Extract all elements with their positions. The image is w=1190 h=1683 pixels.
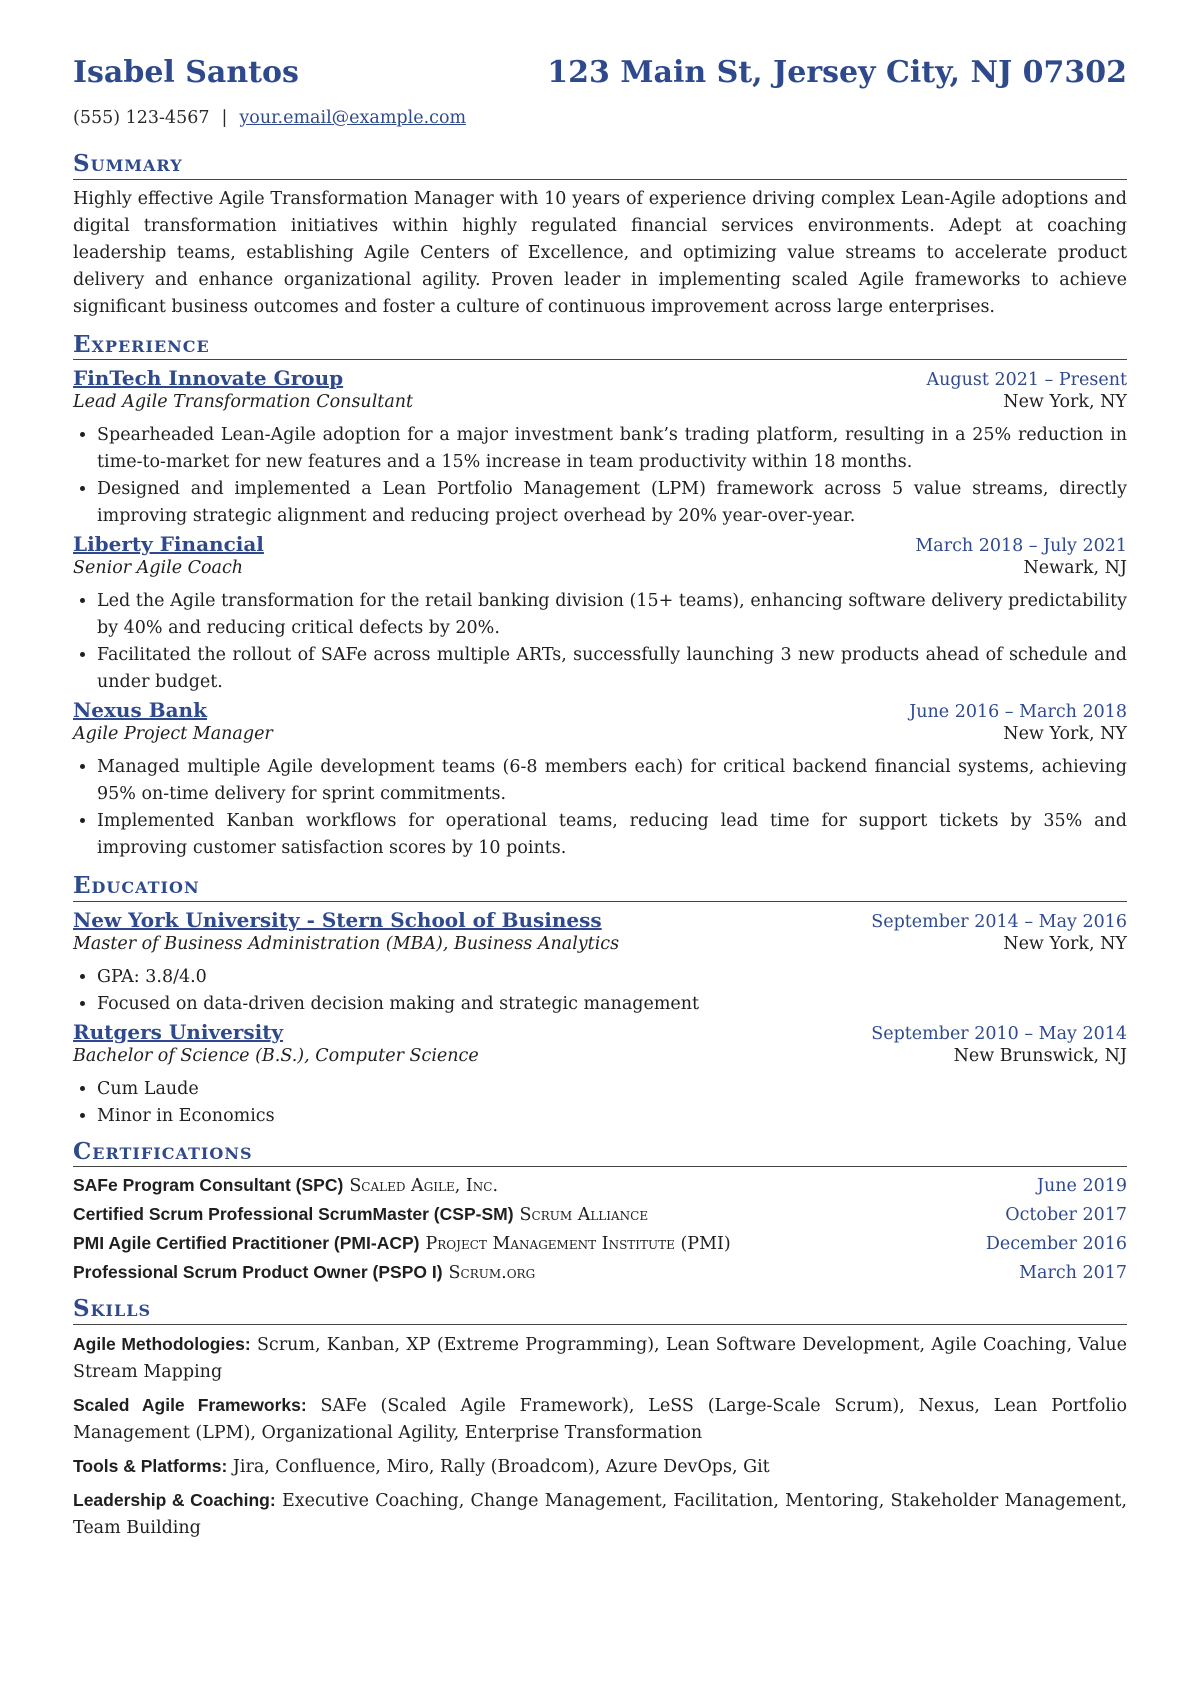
section-title-education: Education bbox=[73, 872, 1127, 902]
section-title-experience: Experience bbox=[73, 331, 1127, 361]
degree: Master of Business Administration (MBA), Business Analytics bbox=[73, 933, 620, 954]
bullet-item: • Implemented Kanban workflows for operational teams, reducing lead time for support tickets by 35% and improving customer satisfaction scores by 10 points. bbox=[97, 808, 1127, 862]
bullet-list bbox=[73, 1076, 1127, 1130]
school-link[interactable]: Rutgers University bbox=[73, 1019, 284, 1044]
email-link[interactable]: your.email@example.com bbox=[239, 108, 467, 128]
experience-entry bbox=[73, 366, 1127, 530]
employer-link[interactable]: Liberty Financial bbox=[73, 532, 264, 557]
certification-list bbox=[73, 1171, 1127, 1287]
bullet-item: • Spearheaded Lean-Agile adoption for a major investment bank’s trading platform, resulting in a 25% reduction in time-to-market for new features and a 15% increase in team productivity within 18 months. bbox=[97, 422, 1127, 476]
bullet-item: • Facilitated the rollout of SAFe across multiple ARTs, successfully launching 3 new products ahead of schedule and under budget. bbox=[97, 642, 1127, 696]
certification-issuer: Scrum Alliance bbox=[519, 1205, 649, 1226]
certification-date: October 2017 bbox=[1005, 1205, 1127, 1226]
bullet-item: • Led the Agile transformation for the retail banking division (15+ teams), enhancing software delivery predictability by 40% and reducing critical defects by 20%. bbox=[97, 588, 1127, 642]
section-title-summary: Summary bbox=[73, 150, 1127, 180]
school-link[interactable]: New York University - Stern School of Business bbox=[73, 907, 602, 932]
certification-issuer: Scaled Agile, Inc. bbox=[349, 1176, 499, 1197]
certification-name: SAFe Program Consultant (SPC) bbox=[73, 1175, 344, 1196]
location: New Brunswick, NJ bbox=[953, 1045, 1127, 1066]
section-title-certifications: Certifications bbox=[73, 1138, 1127, 1168]
summary-text: Highly effective Agile Transformation Manager with 10 years of experience driving complex Lean-Agile adoptions and digital transformation initiatives within highly regulated financial services environments. Adept at coaching leadership teams, establishing Agile Centers of Excellence, and optimizing value streams to accelerate product delivery and enhance organizational agility. Proven leader in implementing scaled Agile frameworks to achieve significant business outcomes and foster a culture of continuous improvement across large enterprises. bbox=[73, 188, 1127, 317]
bullet-list bbox=[73, 754, 1127, 862]
bullet-item: • GPA: 3.8/4.0 bbox=[97, 964, 1127, 991]
bullet-item: • Cum Laude bbox=[97, 1076, 1127, 1103]
skill-line bbox=[73, 1453, 1127, 1481]
date-range: March 2018 – July 2021 bbox=[915, 536, 1127, 557]
resume-content bbox=[73, 55, 1127, 1542]
job-title: Lead Agile Transformation Consultant bbox=[73, 392, 414, 413]
bullet-list bbox=[73, 964, 1127, 1018]
contact-separator: | bbox=[221, 108, 228, 128]
certification-row bbox=[73, 1258, 1127, 1287]
header bbox=[73, 55, 1127, 90]
skill-line bbox=[73, 1392, 1127, 1447]
education-entry bbox=[73, 1020, 1127, 1130]
phone: (555) 123-4567 bbox=[73, 108, 210, 128]
certification-date: March 2017 bbox=[1019, 1263, 1127, 1284]
certification-row bbox=[73, 1171, 1127, 1200]
skill-line bbox=[73, 1331, 1127, 1386]
skill-label: Leadership & Coaching: bbox=[73, 1489, 276, 1510]
location: Newark, NJ bbox=[1023, 558, 1127, 579]
bullet-item: • Focused on data-driven decision making and strategic management bbox=[97, 991, 1127, 1018]
certification-name: Professional Scrum Product Owner (PSPO I) bbox=[73, 1262, 443, 1283]
certification-row bbox=[73, 1200, 1127, 1229]
skill-text: Scrum, Kanban, XP (Extreme Programming), Lean Software Development, Agile Coaching, Value Stream Mapping bbox=[73, 1334, 1127, 1382]
bullet-item: • Minor in Economics bbox=[97, 1103, 1127, 1130]
candidate-name: Isabel Santos bbox=[73, 55, 299, 90]
certification-issuer: Project Management Institute (PMI) bbox=[425, 1234, 731, 1255]
job-title: Senior Agile Coach bbox=[73, 558, 244, 579]
employer-link[interactable]: Nexus Bank bbox=[73, 698, 207, 723]
certification-name: PMI Agile Certified Practitioner (PMI-ACP) bbox=[73, 1233, 420, 1254]
certification-name: Certified Scrum Professional ScrumMaster (CSP-SM) bbox=[73, 1204, 514, 1225]
employer-link[interactable]: FinTech Innovate Group bbox=[73, 366, 344, 391]
certification-date: December 2016 bbox=[985, 1234, 1127, 1255]
candidate-address: 123 Main St, Jersey City, NJ 07302 bbox=[547, 55, 1127, 90]
date-range: June 2016 – March 2018 bbox=[909, 702, 1127, 723]
education-entry bbox=[73, 908, 1127, 1018]
location: New York, NY bbox=[1003, 392, 1127, 413]
date-range: September 2010 – May 2014 bbox=[871, 1023, 1127, 1044]
experience-entry bbox=[73, 532, 1127, 696]
date-range: September 2014 – May 2016 bbox=[871, 911, 1127, 932]
skill-text: Jira, Confluence, Miro, Rally (Broadcom), Azure DevOps, Git bbox=[232, 1456, 770, 1477]
bullet-item: • Managed multiple Agile development teams (6-8 members each) for critical backend financial systems, achieving 95% on-time delivery for sprint commitments. bbox=[97, 754, 1127, 808]
certification-date: June 2019 bbox=[1036, 1176, 1127, 1197]
section-title-skills: Skills bbox=[73, 1295, 1127, 1325]
bullet-list bbox=[73, 422, 1127, 530]
location: New York, NY bbox=[1003, 933, 1127, 954]
skill-label: Scaled Agile Frameworks: bbox=[73, 1394, 307, 1415]
skill-label: Agile Methodologies: bbox=[73, 1333, 251, 1354]
experience-entry bbox=[73, 698, 1127, 862]
degree: Bachelor of Science (B.S.), Computer Science bbox=[73, 1045, 479, 1066]
skill-text: SAFe (Scaled Agile Framework), LeSS (Large-Scale Scrum), Nexus, Lean Portfolio Management (LPM), Organizational Agility, Enterprise Transformation bbox=[73, 1395, 1127, 1443]
skill-line bbox=[73, 1487, 1127, 1542]
bullet-item: • Designed and implemented a Lean Portfolio Management (LPM) framework across 5 value streams, directly improving strategic alignment and reducing project overhead by 20% year-over-year. bbox=[97, 476, 1127, 530]
date-range: August 2021 – Present bbox=[926, 370, 1127, 391]
job-title: Agile Project Manager bbox=[73, 724, 273, 745]
contact-line bbox=[73, 108, 1127, 128]
skill-label: Tools & Platforms: bbox=[73, 1455, 228, 1476]
skill-text: Executive Coaching, Change Management, Facilitation, Mentoring, Stakeholder Management, Team Building bbox=[73, 1490, 1127, 1538]
certification-issuer: Scrum.org bbox=[448, 1263, 536, 1284]
location: New York, NY bbox=[1003, 724, 1127, 745]
certification-row bbox=[73, 1229, 1127, 1258]
bullet-list bbox=[73, 588, 1127, 696]
